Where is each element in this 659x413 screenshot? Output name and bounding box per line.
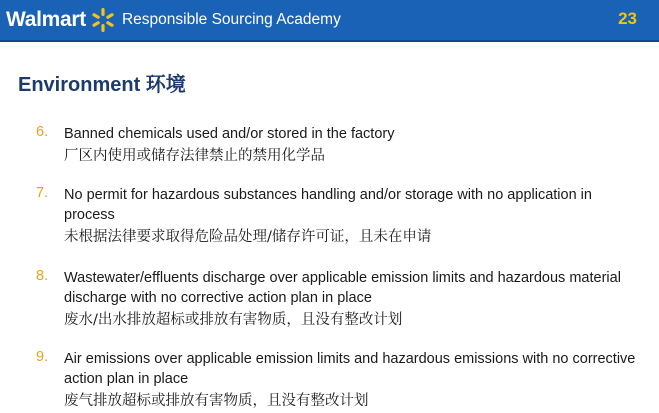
item-chinese: 废气排放超标或排放有害物质，且没有整改计划 — [64, 393, 369, 409]
item-number: 6. — [36, 124, 49, 140]
walmart-spark-icon — [90, 7, 116, 33]
walmart-logo — [6, 5, 341, 35]
item-english: Banned chemicals used and/or stored in the factory — [64, 126, 395, 142]
section-title: Environment 环境 — [18, 74, 186, 96]
academy-name: Responsible Sourcing Academy — [121, 11, 341, 28]
item-chinese: 未根据法律要求取得危险品处理/储存许可证，且未在申请 — [64, 229, 432, 245]
item-chinese: 废水/出水排放超标或排放有害物质，且没有整改计划 — [64, 312, 403, 328]
item-chinese: 厂区内使用或储存法律禁止的禁用化学品 — [64, 148, 325, 164]
item-english: No permit for hazardous substances handling and/or storage with no application in process — [64, 187, 592, 223]
item-english: Wastewater/effluents discharge over applicable emission limits and hazardous material discharge with no corrective action plan in place — [64, 270, 621, 306]
page-number: 23 — [618, 9, 637, 28]
item-number: 8. — [36, 268, 49, 284]
header-bar — [0, 0, 659, 42]
item-english: Air emissions over applicable emission limits and hazardous emissions with no corrective action plan in place — [64, 351, 636, 387]
item-number: 7. — [36, 185, 49, 201]
brand-name: Walmart — [6, 8, 86, 31]
item-number: 9. — [36, 349, 49, 365]
